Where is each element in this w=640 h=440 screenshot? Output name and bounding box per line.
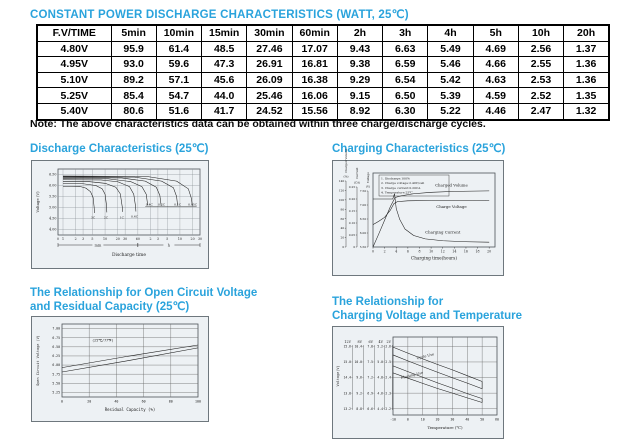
table-cell: 93.0 [111, 57, 156, 73]
table-cell: 45.6 [202, 72, 247, 88]
table-row [37, 41, 609, 57]
temp-chart-panel [332, 326, 504, 439]
svg-text:1. Discharge:100%: 1. Discharge:100% [381, 176, 410, 181]
table-cell: 5.46 [428, 57, 473, 73]
svg-text:0.25: 0.25 [348, 185, 356, 190]
svg-text:Floating Use: Floating Use [400, 370, 424, 381]
svg-text:3: 3 [156, 237, 159, 241]
constant-power-discharge-table [36, 24, 610, 121]
svg-text:2.5: 2.5 [385, 360, 391, 365]
table-head [37, 25, 609, 41]
svg-text:Voltage (V): Voltage (V) [35, 191, 40, 213]
section-title-discharge: Discharge Characteristics (25℃) [30, 143, 209, 155]
svg-text:Current: Current [355, 167, 359, 179]
table-cell: 57.1 [156, 72, 201, 88]
svg-text:2: 2 [74, 237, 77, 241]
svg-text:2.2: 2.2 [385, 406, 391, 411]
section-title-temp-line2: Charging Voltage and Temperature [332, 309, 522, 322]
svg-text:9.2: 9.2 [356, 391, 362, 396]
table-cell: 95.9 [111, 41, 156, 57]
svg-text:Voltage(V): Voltage(V) [336, 365, 340, 387]
svg-text:2C: 2C [103, 215, 109, 220]
table-cell: 9.38 [337, 57, 382, 73]
svg-text:(%): (%) [343, 174, 349, 179]
svg-text:12: 12 [440, 249, 445, 254]
table-header-cell: 60min [292, 25, 337, 41]
svg-text:4.50: 4.50 [49, 216, 57, 221]
svg-text:0.1C: 0.1C [174, 202, 182, 207]
table-cell: 5.10V [37, 72, 111, 88]
svg-text:7.8: 7.8 [367, 344, 373, 349]
table-cell: 85.4 [111, 88, 156, 104]
svg-text:6.25: 6.25 [52, 354, 60, 359]
svg-text:9.6: 9.6 [356, 375, 362, 380]
svg-text:20: 20 [340, 235, 345, 240]
ocv-chart [32, 317, 208, 421]
table-cell: 54.7 [156, 88, 201, 104]
svg-text:140: 140 [338, 179, 345, 184]
svg-text:1: 1 [61, 237, 65, 241]
table-cell: 5.40V [37, 103, 111, 119]
svg-text:60: 60 [135, 237, 140, 241]
svg-text:6.00: 6.00 [52, 363, 60, 368]
table-cell: 89.2 [111, 72, 156, 88]
page-title: CONSTANT POWER DISCHARGE CHARACTERISTICS (WATT, 25℃) [30, 9, 409, 21]
svg-text:5.2: 5.2 [377, 344, 383, 349]
table-header-cell: 30min [247, 25, 292, 41]
svg-text:4: 4 [395, 249, 398, 254]
table-cell: 9.15 [337, 88, 382, 104]
svg-text:7.00: 7.00 [359, 203, 367, 208]
svg-text:80: 80 [340, 207, 345, 212]
table-cell: 9.29 [337, 72, 382, 88]
svg-text:2.3: 2.3 [385, 391, 391, 396]
table-row [37, 72, 609, 88]
table-cell: 5.22 [428, 103, 473, 119]
svg-text:Charging time(hours): Charging time(hours) [411, 255, 457, 261]
svg-text:20: 20 [435, 417, 440, 422]
svg-text:80: 80 [168, 399, 173, 404]
svg-text:7.00: 7.00 [52, 326, 60, 331]
svg-text:16: 16 [463, 249, 468, 254]
table-cell: 5.49 [428, 41, 473, 57]
table-body [37, 41, 609, 119]
svg-text:30: 30 [450, 417, 455, 422]
svg-text:30: 30 [123, 237, 128, 241]
table-cell: 1.37 [564, 41, 609, 57]
table-cell: 6.30 [383, 103, 428, 119]
svg-text:Residual Capacity (%): Residual Capacity (%) [104, 407, 156, 412]
svg-text:5.0: 5.0 [377, 360, 383, 365]
svg-text:min: min [94, 243, 102, 248]
svg-text:40: 40 [340, 226, 345, 231]
svg-text:3C: 3C [91, 215, 96, 220]
svg-text:1C: 1C [119, 215, 124, 220]
svg-text:10: 10 [103, 237, 108, 241]
svg-text:0: 0 [353, 245, 356, 250]
table-cell: 41.7 [202, 103, 247, 119]
section-title-temp-line1: The Relationship for [332, 296, 444, 308]
table-cell: 4.59 [473, 88, 518, 104]
table-header-cell: 3h [383, 25, 428, 41]
svg-text:10.0: 10.0 [354, 360, 362, 365]
table-header-cell: 5min [111, 25, 156, 41]
svg-text:6.00: 6.00 [359, 231, 367, 236]
table-header-cell: 4h [428, 25, 473, 41]
table-cell: 59.6 [156, 57, 201, 73]
table-note: Note: The above characteristics data can be obtained within three charge/discharge cycles. [30, 118, 486, 130]
svg-text:8V: 8V [357, 340, 362, 344]
svg-text:15.0: 15.0 [343, 360, 351, 365]
svg-text:0: 0 [371, 249, 375, 254]
svg-text:2. Charge voltage:2.40V/cell: 2. Charge voltage:2.40V/cell [381, 181, 425, 186]
table-cell: 8.92 [337, 103, 382, 119]
svg-text:4.4: 4.4 [377, 406, 383, 411]
svg-text:100: 100 [338, 197, 345, 202]
svg-text:13.8: 13.8 [343, 391, 351, 396]
svg-text:2: 2 [149, 237, 152, 241]
svg-text:Temperature (℃): Temperature (℃) [427, 425, 463, 430]
svg-text:6.50: 6.50 [52, 344, 60, 349]
svg-text:4.00: 4.00 [49, 227, 57, 232]
discharge-chart [32, 161, 208, 268]
table-cell: 61.4 [156, 41, 201, 57]
section-title-ocv [30, 287, 257, 314]
table-cell: 24.52 [247, 103, 292, 119]
table-cell: 2.52 [518, 88, 563, 104]
svg-text:10.4: 10.4 [354, 344, 362, 349]
svg-text:(V): (V) [365, 184, 371, 189]
table-cell: 16.81 [292, 57, 337, 73]
table-cell: 27.46 [247, 41, 292, 57]
svg-text:6V: 6V [368, 340, 373, 344]
table-cell: 6.63 [383, 41, 428, 57]
svg-text:5.50: 5.50 [359, 245, 367, 250]
svg-text:20: 20 [115, 237, 120, 241]
discharge-chart-panel [31, 160, 209, 269]
svg-text:40: 40 [465, 417, 470, 422]
svg-text:4.6: 4.6 [377, 391, 383, 396]
svg-text:2.6: 2.6 [385, 344, 391, 349]
svg-text:6.6: 6.6 [367, 406, 373, 411]
svg-text:6.00: 6.00 [49, 183, 57, 188]
ocv-chart-panel [31, 316, 209, 422]
svg-text:40: 40 [114, 399, 119, 404]
svg-text:4.8: 4.8 [377, 375, 383, 380]
svg-text:0.2C: 0.2C [158, 202, 166, 207]
svg-text:50: 50 [480, 417, 485, 422]
svg-text:0: 0 [342, 245, 345, 250]
table-cell: 5.25V [37, 88, 111, 104]
table-cell: 15.56 [292, 103, 337, 119]
table-cell: 2.53 [518, 72, 563, 88]
table-cell: 26.91 [247, 57, 292, 73]
svg-text:4V: 4V [378, 340, 383, 344]
svg-text:5.50: 5.50 [52, 381, 60, 386]
table-cell: 9.43 [337, 41, 382, 57]
section-title-ocv-line1: The Relationship for Open Circuit Voltage [30, 287, 258, 299]
svg-text:60: 60 [340, 216, 345, 221]
svg-text:3: 3 [82, 237, 85, 241]
table-cell: 4.46 [473, 103, 518, 119]
svg-text:2.4: 2.4 [385, 375, 391, 380]
svg-text:0: 0 [406, 417, 409, 422]
svg-text:0.10: 0.10 [348, 221, 356, 226]
svg-text:0.6C: 0.6C [130, 214, 139, 219]
svg-text:Charging Current: Charging Current [425, 229, 461, 235]
table-cell: 17.07 [292, 41, 337, 57]
table-cell: 25.46 [247, 88, 292, 104]
svg-text:Discharge time: Discharge time [112, 253, 146, 258]
table-cell: 5.42 [428, 72, 473, 88]
svg-text:6.75: 6.75 [52, 335, 60, 340]
table-cell: 51.6 [156, 103, 201, 119]
table-row [37, 88, 609, 104]
svg-text:14.4: 14.4 [343, 375, 351, 380]
table-cell: 47.3 [202, 57, 247, 73]
svg-text:5: 5 [166, 237, 169, 241]
svg-text:Charged Volume: Charged Volume [344, 148, 348, 173]
svg-text:15.6: 15.6 [343, 344, 351, 349]
section-title-charging: Charging Characteristics (25℃) [332, 143, 506, 155]
table-cell: 26.09 [247, 72, 292, 88]
table-cell: 4.63 [473, 72, 518, 88]
table-header-cell: 2h [337, 25, 382, 41]
svg-text:Charge Voltage: Charge Voltage [436, 203, 467, 209]
svg-text:5: 5 [91, 237, 94, 241]
table-cell: 1.36 [564, 57, 609, 73]
svg-text:(CA): (CA) [353, 180, 361, 185]
svg-text:14: 14 [452, 249, 457, 254]
svg-text:6.50: 6.50 [359, 217, 367, 222]
svg-text:60: 60 [141, 399, 146, 404]
svg-text:20: 20 [190, 237, 195, 241]
table-cell: 4.66 [473, 57, 518, 73]
svg-text:2V: 2V [386, 340, 391, 344]
svg-text:13.2: 13.2 [343, 406, 351, 411]
table-header-cell: 10h [518, 25, 563, 41]
svg-text:0.05: 0.05 [348, 233, 356, 238]
svg-text:Voltage: Voltage [366, 172, 370, 183]
svg-text:7.5: 7.5 [367, 360, 373, 365]
table-header-row [37, 25, 609, 41]
svg-text:18: 18 [475, 249, 480, 254]
svg-text:5.25: 5.25 [52, 390, 60, 395]
svg-text:100: 100 [195, 399, 201, 404]
svg-text:2: 2 [383, 249, 386, 254]
svg-text:5.50: 5.50 [49, 194, 57, 199]
svg-text:0.20: 0.20 [348, 197, 356, 202]
table-header-cell: F.V/TIME [37, 25, 111, 41]
table-cell: 4.80V [37, 41, 111, 57]
svg-text:4. Temperature:25℃: 4. Temperature:25℃ [381, 190, 413, 195]
svg-text:120: 120 [338, 188, 345, 193]
svg-text:5.75: 5.75 [52, 372, 60, 377]
svg-text:5.00: 5.00 [49, 205, 57, 210]
table-row [37, 57, 609, 73]
svg-text:0: 0 [56, 237, 60, 241]
table-cell: 6.59 [383, 57, 428, 73]
table-cell: 44.0 [202, 88, 247, 104]
svg-text:20: 20 [487, 249, 492, 254]
svg-text:60: 60 [495, 417, 499, 422]
table-cell: 48.5 [202, 41, 247, 57]
table-cell: 6.50 [383, 88, 428, 104]
svg-text:3. Charge current:0.20CA: 3. Charge current:0.20CA [381, 185, 421, 190]
svg-text:10: 10 [420, 417, 425, 422]
svg-text:8: 8 [418, 249, 421, 254]
svg-text:0: 0 [61, 399, 63, 404]
table-cell: 2.47 [518, 103, 563, 119]
svg-text:6: 6 [406, 249, 409, 254]
svg-text:h: h [167, 243, 171, 248]
table-cell: 2.56 [518, 41, 563, 57]
svg-text:Open Circuit Voltage (V): Open Circuit Voltage (V) [36, 335, 40, 386]
svg-text:30: 30 [197, 237, 203, 241]
svg-text:7.2: 7.2 [367, 375, 373, 380]
table-cell: 4.69 [473, 41, 518, 57]
table-cell: 16.06 [292, 88, 337, 104]
table-cell: 1.32 [564, 103, 609, 119]
svg-text:(25℃/77℉): (25℃/77℉) [92, 338, 114, 343]
table-cell: 2.55 [518, 57, 563, 73]
svg-text:Charged Volume: Charged Volume [435, 182, 468, 188]
temp-chart [333, 327, 503, 438]
svg-text:0.15: 0.15 [348, 209, 356, 214]
section-title-ocv-line2: and Residual Capacity (25℃) [30, 300, 190, 313]
table-cell: 5.39 [428, 88, 473, 104]
table-header-cell: 20h [564, 25, 609, 41]
svg-text:7.50: 7.50 [359, 189, 367, 194]
table-header-cell: 15min [202, 25, 247, 41]
table-cell: 4.95V [37, 57, 111, 73]
svg-text:0.4C: 0.4C [145, 202, 153, 207]
svg-text:8.8: 8.8 [356, 406, 362, 411]
table-cell: 16.38 [292, 72, 337, 88]
svg-text:-10: -10 [390, 417, 396, 422]
svg-text:12V: 12V [344, 340, 351, 344]
table-cell: 6.54 [383, 72, 428, 88]
svg-text:6.50: 6.50 [49, 172, 57, 177]
table-header-cell: 10min [156, 25, 201, 41]
svg-text:Cycle Use: Cycle Use [416, 352, 435, 361]
svg-text:10: 10 [177, 237, 182, 241]
svg-text:10: 10 [429, 249, 434, 254]
svg-text:6.9: 6.9 [367, 391, 373, 396]
section-title-temp [332, 296, 522, 323]
svg-text:20: 20 [87, 399, 92, 404]
table-cell: 1.36 [564, 72, 609, 88]
table-header-cell: 5h [473, 25, 518, 41]
table-cell: 1.35 [564, 88, 609, 104]
svg-text:0.05C: 0.05C [188, 202, 198, 207]
table-cell: 80.6 [111, 103, 156, 119]
